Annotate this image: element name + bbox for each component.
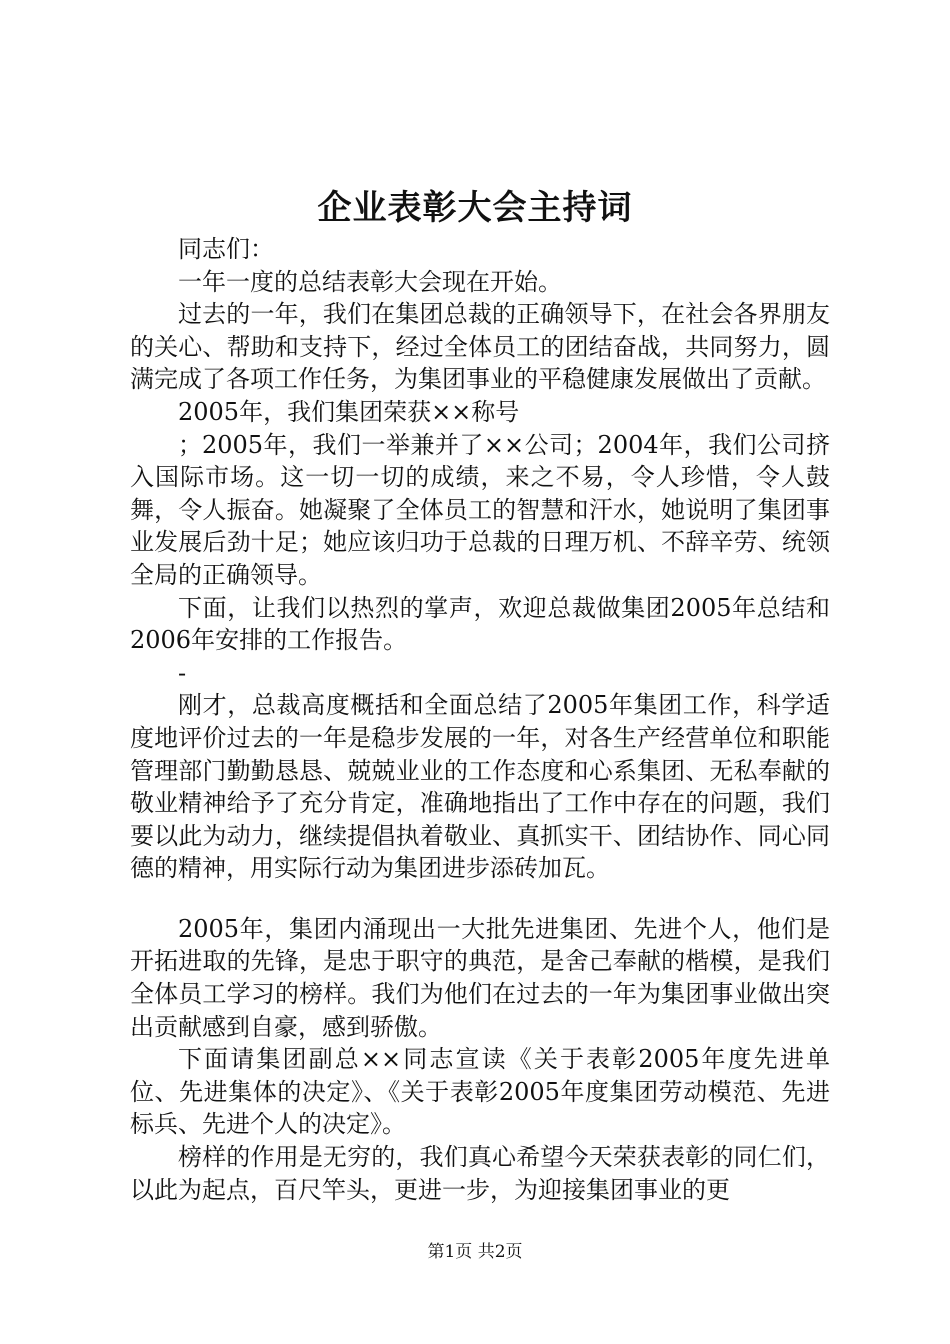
paragraph-role-models: 榜样的作用是无穷的，我们真心希望今天荣获表彰的同仁们，以此为起点，百尺竿头，更进一步，为迎接集团事业的更: [130, 1143, 830, 1204]
document-body: [130, 233, 830, 1206]
paragraph-announcement: 下面请集团副总××同志宣读《关于表彰2005年度先进单位、先进集体的决定》、《关于表彰2005年度集团劳动模范、先进标兵、先进个人的决定》。: [130, 1045, 830, 1139]
paragraph-dash: -: [178, 658, 187, 687]
paragraph-summary: 刚才，总裁高度概括和全面总结了2005年集团工作，科学适度地评价过去的一年是稳步发展的一年，对各生产经营单位和职能管理部门勤勤恳恳、兢兢业业的工作态度和心系集团、无私奉献的敬业精神给予了充分肯定，准确地指出了工作中存在的问题，我们要以此为动力，继续提倡执着敬业、真抓实干、团结协作、同心同德的精神，用实际行动为集团进步添砖加瓦。: [130, 691, 830, 883]
paragraph-advanced: 2005年，集团内涌现出一大批先进集团、先进个人，他们是开拓进取的先锋，是忠于职守的典范，是舍己奉献的楷模，是我们全体员工学习的榜样。我们为他们在过去的一年为集团事业做出突出贡献感到自豪，感到骄傲。: [130, 914, 830, 1041]
paragraph-salutation: 同志们：: [178, 235, 274, 263]
page-number: 第1页 共2页: [427, 1242, 523, 1262]
paragraph-report-intro: 下面，让我们以热烈的掌声，欢迎总裁做集团2005年总结和2006年安排的工作报告。: [130, 593, 830, 655]
paragraph-opening: 一年一度的总结表彰大会现在开始。: [178, 267, 562, 296]
paragraph-review: 过去的一年，我们在集团总裁的正确领导下，在社会各界朋友的关心、帮助和支持下，经过全体员工的团结奋战，共同努力，圆满完成了各项工作任务，为集团事业的平稳健康发展做出了贡献。: [130, 300, 830, 394]
paragraph-honor: 2005年，我们集团荣获××称号: [178, 397, 520, 426]
paragraph-achievements: ；2005年，我们一举兼并了××公司；2004年，我们公司挤入国际市场。这一切一切的成绩，来之不易，令人珍惜，令人鼓舞，令人振奋。她凝聚了全体员工的智慧和汗水，她说明了集团事业发展后劲十足；她应该归功于总裁的日理万机、不辞辛劳、统领全局的正确领导。: [130, 430, 830, 589]
document-title: 企业表彰大会主持词: [317, 188, 633, 228]
